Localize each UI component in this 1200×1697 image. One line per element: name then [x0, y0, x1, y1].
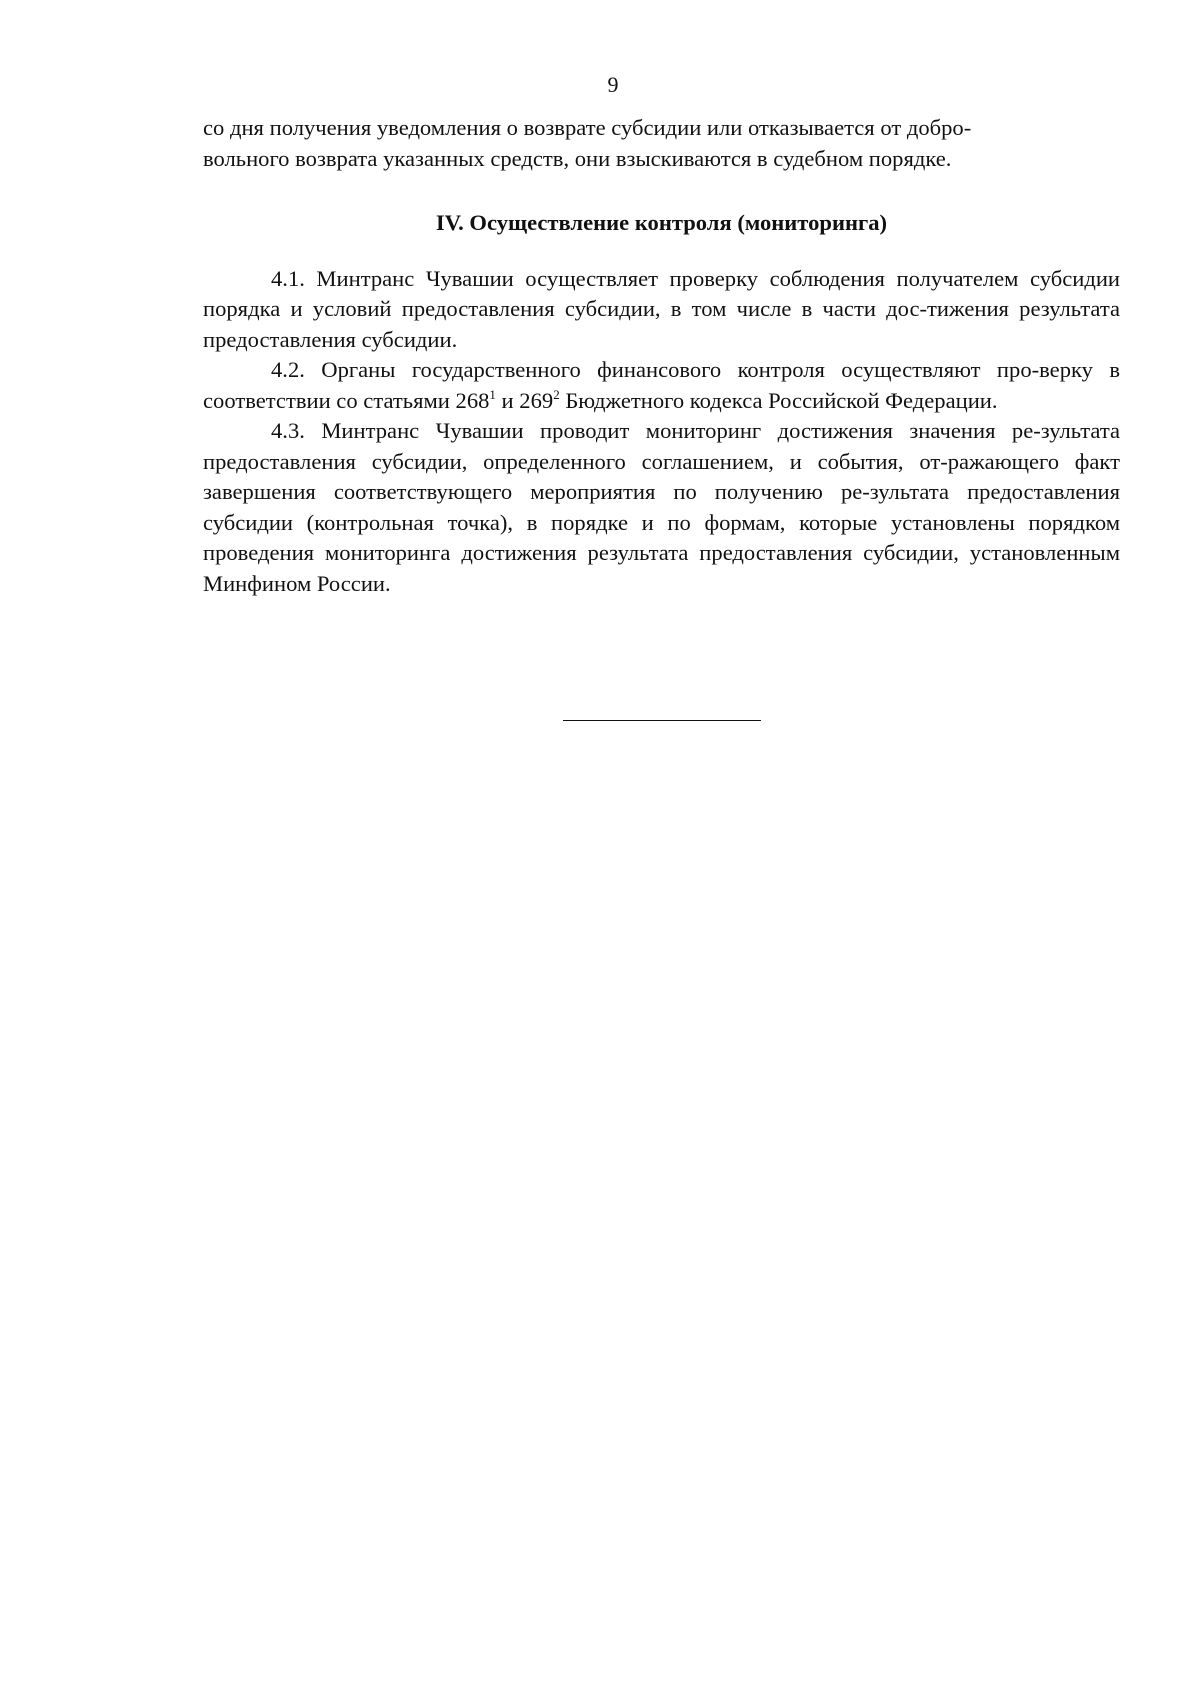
- end-separator-line: [563, 720, 761, 721]
- paragraph-4-2-text-middle: и: [495, 387, 520, 413]
- article-number-269: 269: [519, 387, 554, 413]
- section-heading: IV. Осуществление контроля (мониторинга): [435, 210, 888, 235]
- intro-line-1: со дня получения уведомления о возврате субсидии или отказывается от добро-: [203, 115, 972, 140]
- paragraph-4-1: 4.1. Минтранс Чувашии осуществляет проверку соблюдения получателем субсидии порядка и условий предоставления субсидии, в том числе в части дос-тижения результата предоставления субсидии.: [203, 265, 1120, 352]
- paragraph-4-3: 4.3. Минтранс Чувашии проводит мониторинг достижения значения ре-зультата предоставления субсидии, определенного соглашением, и события, от-ражающего факт завершения соответствующего мероприятия по получению ре-зультата предоставления субсидии (контрольная точка), в порядке и по формам, которые установлены порядком проведения мониторинга достижения результата предоставления субсидии, установленным Минфином России.: [203, 418, 1120, 596]
- article-number-268: 268: [455, 387, 490, 413]
- paragraph-4-2-text-before: 4.2. Органы государственного финансового контроля осуществляют про-верку в соответствии со статьями: [203, 357, 1120, 413]
- intro-line-2: вольного возврата указанных средств, они взыскиваются в судебном порядке.: [203, 145, 952, 171]
- page-number: 9: [607, 72, 619, 97]
- paragraph-4-2-text-after: Бюджетного кодекса Российской Федерации.: [559, 387, 998, 413]
- paragraph-4-2: [203, 355, 1120, 416]
- article-superscript-2: 2: [553, 386, 560, 402]
- article-superscript-1: 1: [489, 386, 496, 402]
- document-body: [203, 113, 1120, 599]
- intro-paragraph: [203, 113, 1120, 174]
